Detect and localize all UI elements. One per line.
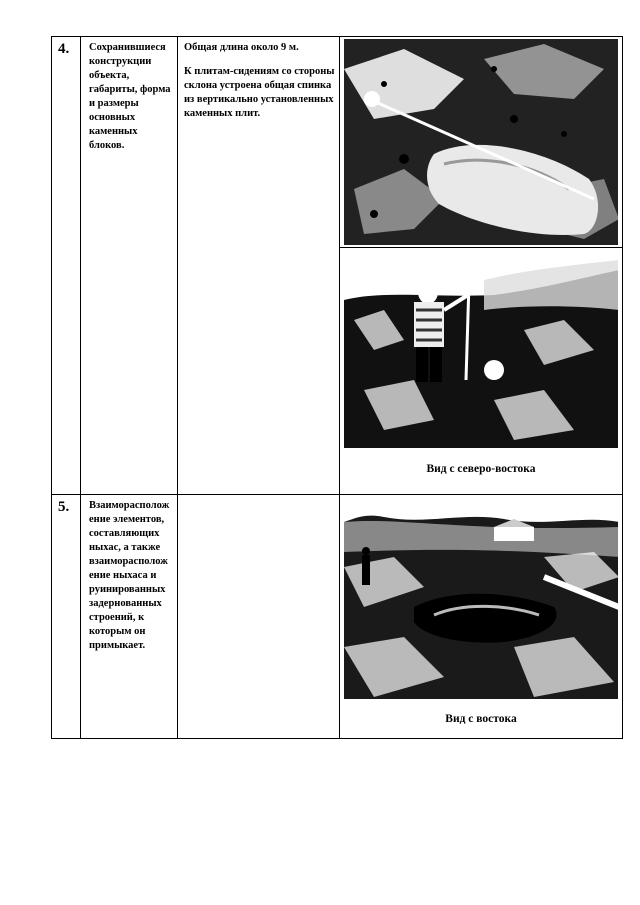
heritage-table [51,36,623,739]
photo-caption: Вид с востока [445,713,517,725]
row-name: Взаиморасполож ение элементов, составляющих ныхас, а также взаиморасполож ение ныхаса и руинированных задернованных строений, к которым он примыкает. [89,500,170,651]
description-backrest: К плитам-сидениям со стороны склона устроена общая спинка из вертикально установленных каменных плит. [184,66,335,119]
photo-person-with-pole [344,250,618,448]
description-length: Общая длина около 9 м. [184,42,299,53]
row-description-cell [178,495,340,739]
photo-stone-bench-measuring [344,39,618,245]
row-number: 4. [52,37,81,495]
row-name-cell [81,37,178,495]
table-row [52,495,623,739]
row-photo-cell [340,495,623,739]
table-row [52,37,623,495]
photo-ruins-view [344,497,618,699]
row-number: 5. [52,495,81,739]
row-description-cell [178,37,340,495]
row-name: Сохранившиеся конструкции объекта, габариты, форма и размеры основных каменных блоков. [89,42,171,151]
row-photo-cell [340,37,623,495]
photo-caption: Вид с северо-востока [426,463,536,475]
row-name-cell [81,495,178,739]
